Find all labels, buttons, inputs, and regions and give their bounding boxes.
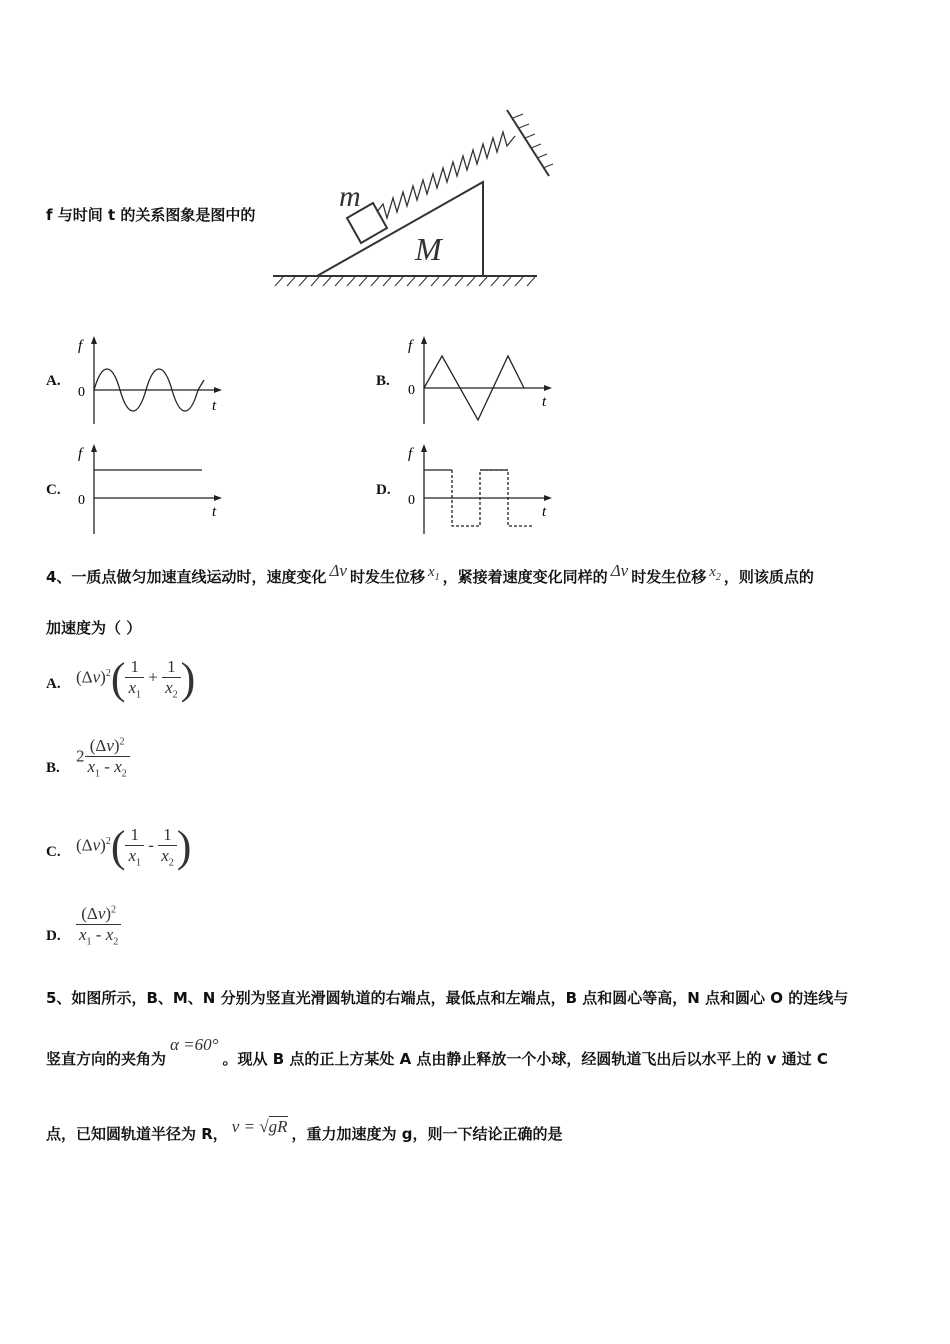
q4-option-c-label[interactable]: C. (46, 844, 61, 860)
svg-text:f: f (78, 338, 83, 354)
wall-hatch (513, 114, 553, 168)
svg-text:f: f (408, 338, 413, 354)
svg-text:0: 0 (408, 383, 415, 398)
option-b-label[interactable]: B. (376, 373, 390, 389)
q4-option-b-expr: 2 $\frac{(\Delta v)^2}{x_1 - x_2}$ (76, 736, 130, 779)
q5-question-line3: 点，已知圆轨道半径为 R， v = √gR ，重力加速度为 g，则一下结论正确的是 (46, 1117, 563, 1143)
q4-question-line2: 加速度为（ ） (46, 619, 142, 637)
q5-question-line2: 竖直方向的夹角为α =60°。现从 B 点的正上方某处 A 点由静止释放一个小球，经圆轨道飞出后以水平上的 v 通过 C (46, 1035, 828, 1068)
svg-text:0: 0 (408, 493, 415, 508)
q4-option-d-label[interactable]: D. (46, 928, 61, 944)
q4-option-b-label[interactable]: B. (46, 760, 60, 776)
q4-option-a-label[interactable]: A. (46, 676, 61, 692)
spring (377, 132, 515, 218)
svg-text:0: 0 (78, 493, 85, 508)
graph-c-constant (70, 440, 230, 538)
label-m-big: M (415, 231, 442, 267)
graph-d-square (400, 440, 560, 538)
svg-text:t: t (212, 504, 217, 520)
q4-option-a-expr: $(\Delta v)^2$( $\frac{1}{x_1}$ + $\frac{1}{x_2}$ ) (76, 654, 196, 703)
svg-text:f: f (78, 446, 83, 462)
q4-option-c-expr: $(\Delta v)^2$( $\frac{1}{x_1}$ - $\frac{1}{x_2}$ ) (76, 822, 192, 871)
wall-line (507, 110, 549, 176)
svg-text:t: t (542, 394, 547, 410)
option-a-label[interactable]: A. (46, 373, 61, 389)
q3-intro-text: f 与时间 t 的关系图象是图中的 (46, 206, 256, 224)
ground-hatch (275, 277, 535, 286)
incline-spring-figure (265, 100, 565, 295)
q4-question-line1: 4、一质点做匀加速直线运动时，速度变化 Δv 时发生位移 $x_1$ ，紧接着速度变化同样的 Δv 时发生位移 $x_2$ ，则该质点的 (46, 561, 814, 586)
svg-text:f: f (408, 446, 413, 462)
svg-text:t: t (542, 504, 547, 520)
q4-option-d-expr: $\frac{(\Delta v)^2}{x_1 - x_2}$ (76, 904, 121, 947)
option-c-label[interactable]: C. (46, 482, 61, 498)
svg-text:t: t (212, 398, 217, 414)
svg-text:0: 0 (78, 385, 85, 400)
q5-question-line1: 5、如图所示，B、M、N 分别为竖直光滑圆轨道的右端点，最低点和左端点，B 点和圆心等高，N 点和圆心 O 的连线与 (46, 989, 849, 1007)
graph-a-sine (70, 332, 230, 430)
graph-b-triangle (400, 332, 560, 430)
option-d-label[interactable]: D. (376, 482, 391, 498)
label-m-small: m (339, 180, 361, 213)
